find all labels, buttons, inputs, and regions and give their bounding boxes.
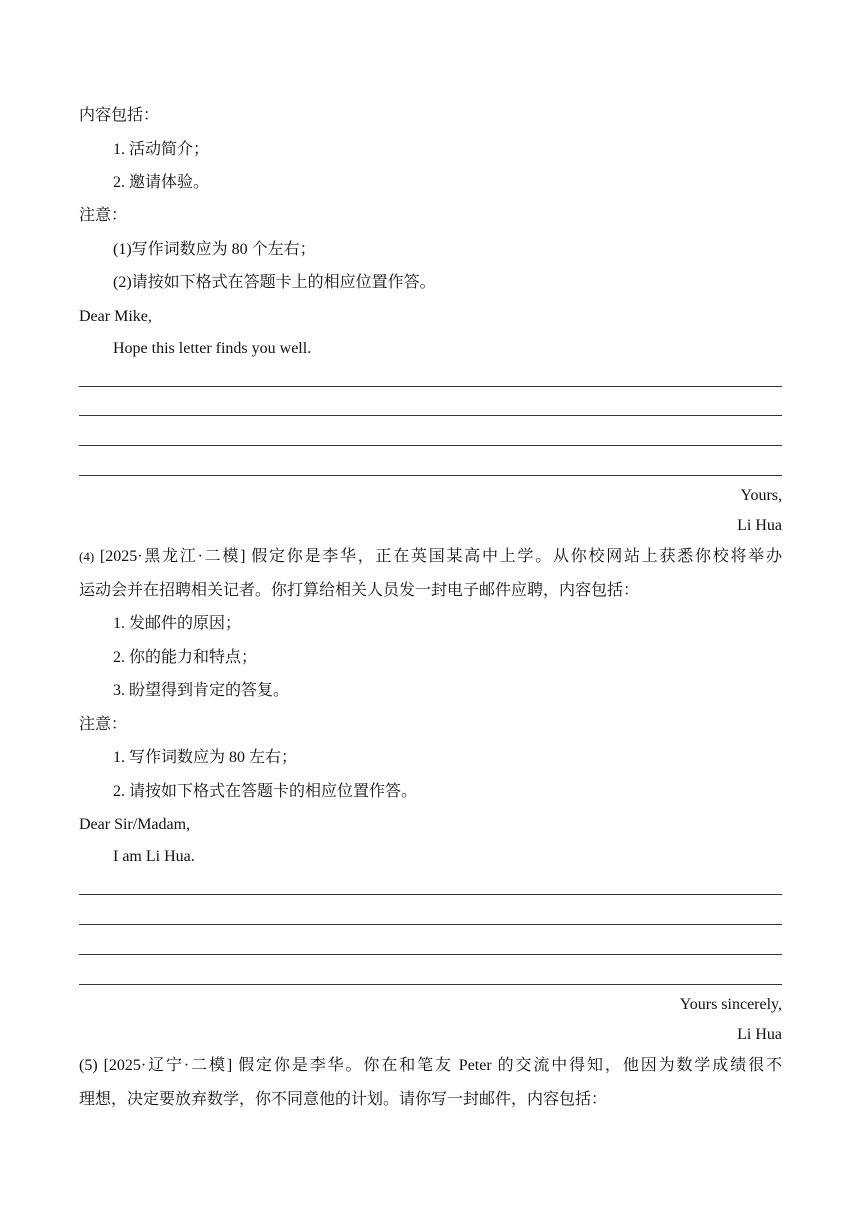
answer-line: [79, 386, 782, 387]
letter-closing: Yours sincerely,: [679, 996, 782, 1013]
question-prompt: [79, 547, 782, 567]
prompt-text: 假定你是李华。你在和笔友 Peter 的交流中得知，他因为数学成绩很不: [238, 1057, 782, 1074]
content-item: 2. 邀请体验。: [113, 174, 210, 191]
answer-line: [79, 445, 782, 446]
letter-salutation: Dear Mike,: [79, 308, 152, 325]
letter-opening: I am Li Hua.: [113, 848, 195, 865]
question-prompt: [79, 1056, 782, 1076]
question-source: [2025·辽宁·二模]: [103, 1057, 233, 1074]
note-item: 2. 请按如下格式在答题卡的相应位置作答。: [113, 783, 418, 800]
prompt-text: 理想，决定要放弃数学，你不同意他的计划。请你写一封邮件，内容包括：: [79, 1091, 608, 1108]
note-item: 1. 写作词数应为 80 左右；: [113, 749, 298, 766]
answer-line: [79, 894, 782, 895]
answer-line: [79, 954, 782, 955]
note-item: (2)请按如下格式在答题卡上的相应位置作答。: [113, 274, 436, 291]
note-label: 注意：: [79, 207, 128, 224]
content-item: 1. 活动简介；: [113, 141, 210, 158]
answer-line: [79, 984, 782, 985]
prompt-text: 运动会并在招聘相关记者。你打算给相关人员发一封电子邮件应聘，内容包括：: [79, 582, 640, 599]
letter-closing: Yours,: [740, 487, 782, 504]
letter-signature: Li Hua: [737, 1026, 782, 1043]
question-number: (5): [79, 1057, 98, 1074]
note-item: (1)写作词数应为 80 个左右；: [113, 241, 316, 258]
question-source: [2025·黑龙江·二模]: [99, 548, 246, 565]
note-label: 注意：: [79, 716, 128, 733]
content-item: 2. 你的能力和特点；: [113, 649, 258, 666]
content-item: 1. 发邮件的原因；: [113, 615, 242, 632]
letter-signature: Li Hua: [737, 517, 782, 534]
content-item: 3. 盼望得到肯定的答复。: [113, 682, 290, 699]
answer-line: [79, 924, 782, 925]
letter-opening: Hope this letter finds you well.: [113, 340, 312, 357]
letter-salutation: Dear Sir/Madam,: [79, 816, 191, 833]
answer-line: [79, 415, 782, 416]
answer-line: [79, 475, 782, 476]
content-label: 内容包括：: [79, 107, 160, 124]
prompt-text: 假定你是李华，正在英国某高中上学。从你校网站上获悉你校将举办: [251, 548, 782, 565]
question-number: (4): [79, 549, 95, 564]
